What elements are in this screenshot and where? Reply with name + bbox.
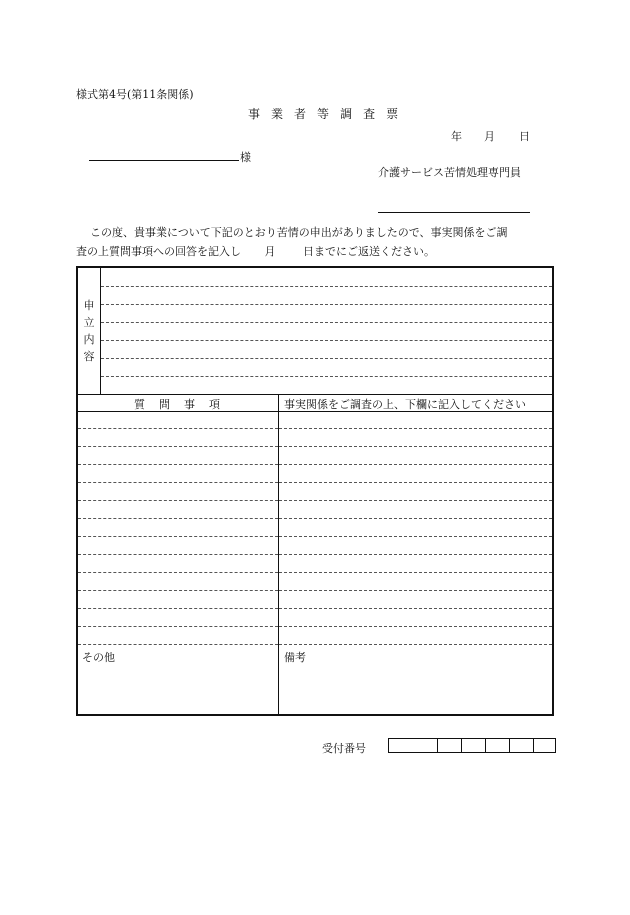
writing-line [279, 428, 552, 429]
intro-month: 月 [264, 245, 276, 258]
reception-cell-divider [533, 739, 534, 752]
reception-number-box[interactable] [388, 738, 556, 753]
writing-line [279, 446, 552, 447]
remarks-label: 備考 [284, 651, 306, 664]
writing-line [78, 554, 278, 555]
reception-cell-divider [485, 739, 486, 752]
writing-line [78, 626, 278, 627]
writing-line [78, 446, 278, 447]
addressee-line[interactable] [89, 160, 239, 161]
reception-cell-divider [461, 739, 462, 752]
document-title [248, 105, 398, 122]
header-char: 項 [209, 398, 220, 411]
intro-line-2-a: 査の上質問事項への回答を記入し [76, 245, 241, 258]
writing-line [279, 644, 552, 645]
reception-cell-divider [437, 739, 438, 752]
title-char: 票 [386, 107, 399, 121]
writing-line [279, 518, 552, 519]
writing-line [78, 482, 278, 483]
intro-line-2 [76, 243, 435, 259]
writing-line [279, 500, 552, 501]
remarks-area[interactable] [279, 646, 552, 714]
writing-line [279, 464, 552, 465]
intro-line-1: この度、貴事業について下記のとおり苦情の申出がありましたので、事実関係をご調 [90, 226, 508, 239]
writing-line [78, 608, 278, 609]
writing-line [78, 464, 278, 465]
writing-line [78, 500, 278, 501]
header-char: 事 [184, 398, 195, 411]
date-day: 日 [519, 130, 530, 143]
writing-line [78, 518, 278, 519]
writing-line [78, 572, 278, 573]
writing-line [279, 572, 552, 573]
question-header [134, 396, 220, 412]
title-char: 業 [271, 107, 284, 121]
writing-line [101, 322, 552, 323]
form-number: 様式第4号(第11条関係) [76, 88, 194, 101]
date-month: 月 [484, 130, 495, 143]
date-year: 年 [451, 130, 462, 143]
label-char: 内 [83, 333, 95, 346]
writing-line [279, 536, 552, 537]
header-char: 質 [134, 398, 145, 411]
writing-line [101, 376, 552, 377]
complaint-content-area[interactable] [101, 268, 552, 394]
sender-title: 介護サービス苦情処理専門員 [378, 166, 521, 179]
question-column[interactable] [78, 411, 278, 644]
writing-line [101, 358, 552, 359]
complaint-content-label [78, 268, 100, 394]
title-char: 者 [294, 107, 307, 121]
survey-form [76, 266, 554, 716]
writing-line [279, 626, 552, 627]
answer-header: 事実関係をご調査の上、下欄に記入してください [284, 398, 526, 411]
reception-cell-divider [509, 739, 510, 752]
label-char: 立 [83, 316, 95, 329]
writing-line [279, 608, 552, 609]
sender-signature-line[interactable] [378, 212, 530, 213]
writing-line [279, 482, 552, 483]
section-divider [78, 394, 552, 395]
title-char: 査 [363, 107, 376, 121]
answer-column[interactable] [279, 411, 552, 644]
writing-line [78, 536, 278, 537]
label-char: 容 [83, 350, 95, 363]
label-char: 申 [83, 299, 95, 312]
reception-number-label: 受付番号 [322, 742, 366, 755]
header-char: 問 [159, 398, 170, 411]
writing-line [101, 340, 552, 341]
addressee-suffix: 様 [240, 151, 251, 164]
title-char: 調 [340, 107, 353, 121]
writing-line [78, 428, 278, 429]
writing-line [78, 644, 278, 645]
writing-line [78, 590, 278, 591]
writing-line [101, 286, 552, 287]
intro-line-2-b: 日までにご返送ください。 [303, 245, 435, 258]
title-char: 事 [248, 107, 261, 121]
writing-line [279, 554, 552, 555]
title-char: 等 [317, 107, 330, 121]
writing-line [101, 304, 552, 305]
writing-line [279, 590, 552, 591]
other-area[interactable] [78, 646, 278, 714]
other-label: その他 [82, 651, 115, 664]
